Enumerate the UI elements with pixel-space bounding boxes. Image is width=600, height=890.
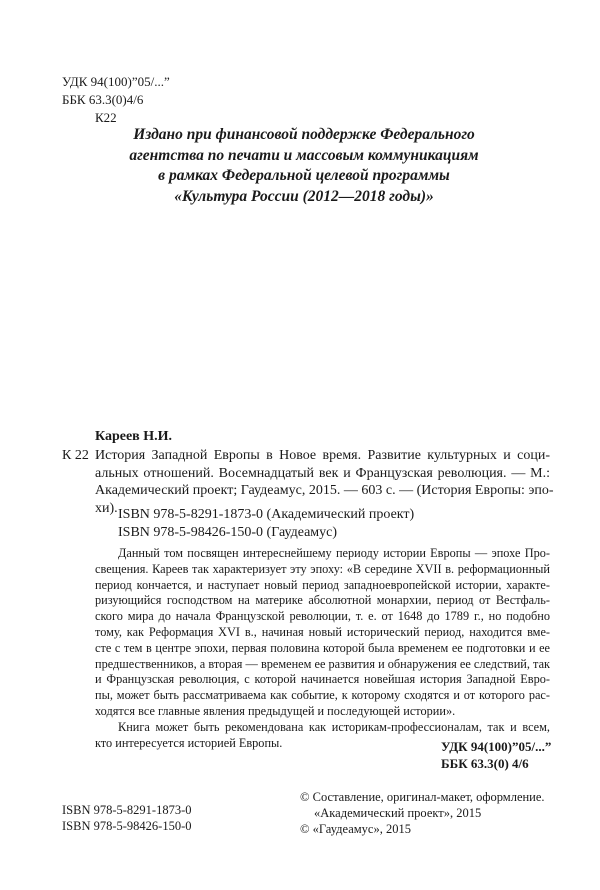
- abstract-line: сте с тем в центре эпохи, первая половина которой была временем ее подготовки и ее: [95, 640, 550, 655]
- isbn-line: ISBN 978-5-98426-150-0 (Гаудеамус): [118, 524, 338, 540]
- abstract-line: Книга может быть рекомендована как историкам-профессионалам, так и всем,: [118, 719, 550, 734]
- funding-line: агентства по печати и массовым коммуникациям: [129, 146, 479, 164]
- bbk-code-bottom: ББК 63.3(0) 4/6: [441, 756, 529, 771]
- record-isbn-list: [118, 506, 414, 541]
- description-line: хи).: [95, 500, 118, 516]
- abstract-line: кто интересуется историей Европы.: [95, 735, 283, 750]
- abstract-line: свещения. Кареев так характеризует эту эпоху: «В середине XVII в. реформационный: [95, 561, 550, 576]
- abstract-line: ского мира до начала Французской революции, т. е. от 1648 до 1789 г., но подобно: [95, 609, 550, 624]
- record-code: К 22: [62, 448, 89, 463]
- description-line: альных отношений. Восемнадцатый век и Французская революция. — М.:: [95, 465, 550, 481]
- abstract-line: ризующийся господством на материке абсолютной монархии, период от Вестфаль-: [95, 593, 550, 608]
- copyright-notice: [300, 789, 545, 837]
- isbn-line: ISBN 978-5-8291-1873-0: [62, 803, 192, 817]
- abstract-line: тому, как Реформация XVI в., начиная новый исторический период, находится вме-: [95, 624, 550, 639]
- abstract-line: период кончается, и наступает новый период западноевропейской истории, характе-: [95, 577, 550, 592]
- funding-line: в рамках Федеральной целевой программы: [158, 167, 450, 184]
- author-mark: К22: [95, 110, 117, 125]
- abstract-line: предшественников, а вторая — временем ее развития и обнаружения ее следствий, так: [95, 656, 550, 671]
- abstract-line: Данный том посвящен интереснейшему периоду истории Европы — эпохе Про-: [118, 546, 550, 560]
- udk-code-bottom: УДК 94(100)”05/...”: [441, 739, 552, 754]
- funding-line: Издано при финансовой поддержке Федерального: [133, 126, 475, 143]
- abstract-line: пы, может быть рассматриваема как событие, к которому сходятся и от которого рас-: [95, 688, 550, 703]
- funding-notice: [70, 125, 538, 207]
- abstract-line: ходятся все главные явления предыдущей и последующей истории».: [95, 703, 456, 718]
- isbn-list-bottom: [62, 802, 192, 834]
- record-abstract: [95, 546, 550, 751]
- record-author: Кареев Н.И.: [95, 429, 173, 444]
- funding-line: «Культура России (2012—2018 годы)»: [174, 187, 434, 205]
- classification-block-top: [62, 73, 170, 127]
- description-line: Академический проект; Гаудеамус, 2015. — 603 с. — (История Европы: эпо-: [95, 483, 554, 498]
- isbn-line: ISBN 978-5-8291-1873-0 (Академический проект): [118, 507, 415, 522]
- bbk-code: ББК 63.3(0)4/6: [62, 92, 144, 107]
- copyright-line: «Академический проект», 2015: [314, 806, 482, 820]
- isbn-line: ISBN 978-5-98426-150-0: [62, 819, 192, 833]
- classification-block-bottom: [441, 738, 551, 772]
- copyright-line: © «Гаудеамус», 2015: [300, 822, 411, 836]
- udk-code: УДК 94(100)”05/...”: [62, 74, 170, 89]
- abstract-line: и Французская революция, с которой начинается новейшая история Западной Евро-: [95, 672, 550, 687]
- description-line: История Западной Европы в Новое время. Развитие культурных и соци-: [95, 448, 550, 463]
- copyright-line: © Составление, оригинал-макет, оформление.: [300, 790, 545, 804]
